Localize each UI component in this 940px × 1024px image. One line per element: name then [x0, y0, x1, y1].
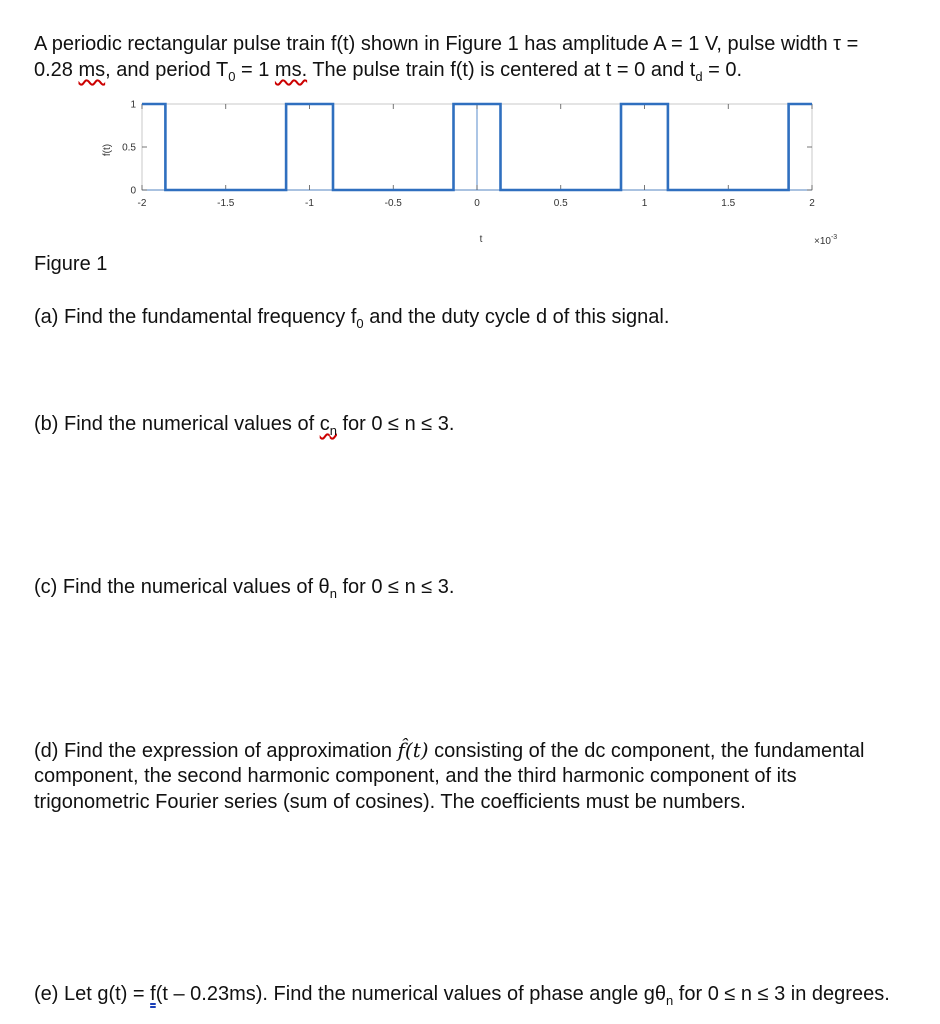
subscript-n: n	[329, 586, 337, 601]
x-tick-label: 0.5	[553, 198, 568, 209]
subscript-0: 0	[228, 69, 236, 84]
y-axis-label: f(t)	[102, 143, 113, 157]
question-a	[34, 304, 669, 332]
chart-ticks	[122, 100, 815, 210]
question-e-text-end: for 0 ≤ n ≤ 3 in degrees.	[673, 983, 890, 1005]
subscript-n: n	[666, 993, 674, 1008]
unit-ms-1: ms	[78, 59, 106, 81]
f-hat-symbol: f̂	[397, 738, 405, 762]
question-c-text-end: for 0 ≤ n ≤ 3.	[336, 576, 455, 598]
y-tick-label: 0.5	[122, 142, 136, 154]
intro-line-2	[34, 57, 742, 85]
figure-caption: Figure 1	[34, 253, 108, 275]
chart-grid	[142, 104, 812, 190]
question-b-text-end: for 0 ≤ n ≤ 3.	[336, 413, 455, 435]
question-d-line-3: trigonometric Fourier series (sum of cosines). The coefficients must be numbers.	[34, 791, 746, 813]
cn-symbol	[319, 413, 337, 438]
intro-text-2d: The pulse train f(t) is centered at t = 0 and t	[307, 59, 696, 81]
question-c	[34, 574, 454, 602]
x-tick-label: -1	[305, 198, 314, 209]
x-tick-label: 0	[474, 198, 480, 209]
intro-text-1: A periodic rectangular pulse train f(t) shown in Figure 1 has amplitude A = 1 V, pulse width τ =	[34, 33, 859, 55]
x-tick-label: 1.5	[721, 198, 736, 209]
pulse-train-chart	[90, 86, 930, 256]
x-tick-label: 1	[641, 198, 648, 209]
subscript-0: 0	[356, 316, 364, 331]
f-hat-argument: (t)	[404, 738, 429, 762]
x-exponent-value: -3	[830, 234, 838, 241]
question-b	[34, 411, 454, 439]
x-axis-label: t	[479, 234, 483, 245]
x-tick-label: -0.5	[384, 198, 402, 209]
subscript-d: d	[695, 69, 703, 84]
y-tick-label: 1	[130, 99, 136, 111]
intro-text-2b: , and period T	[105, 59, 229, 81]
question-e	[34, 981, 890, 1009]
intro-text-2c: = 1	[235, 59, 275, 81]
intro-text-2a: 0.28	[34, 59, 79, 81]
subscript-n: n	[329, 423, 337, 438]
question-d-line-1	[34, 737, 864, 764]
intro-text-2e: = 0.	[702, 59, 743, 81]
question-e-text-mid: (t – 0.23ms). Find the numerical values of phase angle gθ	[155, 983, 667, 1005]
unit-ms-2: ms.	[274, 59, 308, 81]
question-b-text: (b) Find the numerical values of	[34, 413, 320, 435]
c-letter: c	[319, 413, 330, 435]
question-d-line-2: component, the second harmonic component, and the third harmonic component of its	[34, 765, 797, 787]
question-d-text: (d) Find the expression of approximation	[34, 740, 398, 762]
x-tick-label: 2	[809, 198, 815, 209]
question-d-text-end: consisting of the dc component, the fundamental	[428, 740, 865, 762]
question-a-text-end: and the duty cycle d of this signal.	[363, 306, 670, 328]
question-c-text: (c) Find the numerical values of θ	[34, 576, 330, 598]
x-tick-label: -2	[137, 198, 147, 209]
question-e-text: (e) Let g(t) =	[34, 983, 151, 1005]
question-a-text: (a) Find the fundamental frequency f	[34, 306, 357, 328]
f-underlined: f	[150, 983, 156, 1005]
intro-line-1	[34, 31, 858, 57]
x-axis-exponent: $\times 10^{-3}$	[814, 234, 838, 247]
x-tick-label: -1.5	[217, 198, 235, 209]
y-tick-label: 0	[130, 185, 136, 197]
